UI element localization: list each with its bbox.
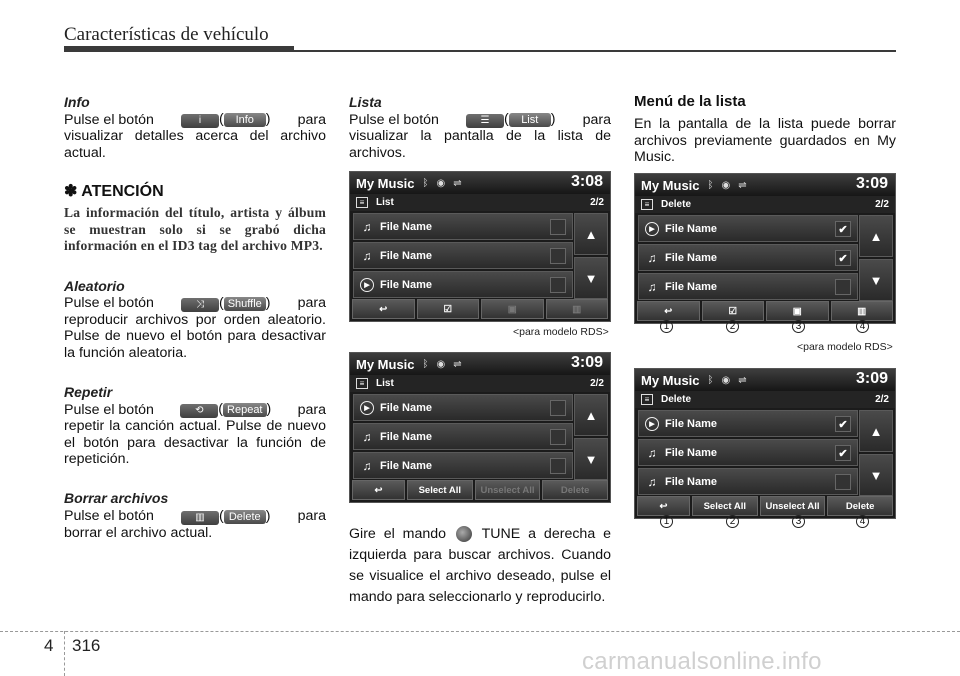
screen-subbar bbox=[350, 194, 610, 211]
delete-button-group: ▥ ( Delete ) bbox=[181, 508, 270, 525]
screen-titlebar bbox=[635, 369, 895, 391]
checkbox[interactable] bbox=[550, 248, 566, 264]
circle-icon: ◉ bbox=[721, 179, 731, 191]
select-all-button[interactable]: Select All bbox=[692, 496, 758, 516]
screen-time: 3:09 bbox=[855, 370, 888, 387]
music-note-icon: ♫ bbox=[362, 429, 372, 444]
shuffle-button-group: ⤨ ( Shuffle ) bbox=[181, 295, 271, 312]
list-post: para bbox=[582, 111, 611, 128]
shuffle-post: para bbox=[297, 295, 326, 312]
column-middle bbox=[349, 94, 611, 161]
file-name: File Name bbox=[380, 430, 432, 443]
heading-shuffle: Aleatorio bbox=[64, 277, 125, 294]
select-all-button[interactable]: Select All bbox=[407, 480, 473, 500]
checkbox[interactable] bbox=[550, 219, 566, 235]
file-name: File Name bbox=[380, 278, 432, 291]
section-shuffle bbox=[64, 278, 326, 361]
circle-icon: ◉ bbox=[436, 177, 446, 189]
heading-info: Info bbox=[64, 94, 90, 110]
scroll-up-button[interactable]: ▲ bbox=[574, 213, 608, 255]
check-icon[interactable]: ☑ bbox=[417, 299, 480, 319]
warning-text: La información del título, artista y álbum se muestran solo si se grabó dicha información en el ID3 tag del archivo MP3. bbox=[64, 205, 326, 254]
list-item[interactable] bbox=[638, 244, 858, 271]
shuffle-line bbox=[64, 295, 326, 312]
play-icon: ▶ bbox=[645, 222, 659, 236]
copy-icon[interactable]: ▣ bbox=[766, 301, 829, 321]
marker-3: 3 bbox=[792, 320, 805, 333]
screen-sub-label: List bbox=[376, 197, 394, 208]
delete-line bbox=[64, 508, 326, 525]
footer-section: 4 bbox=[44, 636, 54, 655]
scroll-down-button[interactable]: ▼ bbox=[574, 438, 608, 480]
list-icon: ≡ bbox=[641, 394, 653, 405]
circle-icon: ◉ bbox=[436, 358, 446, 370]
list-item[interactable] bbox=[638, 468, 858, 495]
watermark: carmanualsonline.info bbox=[582, 648, 822, 675]
scroll-down-button[interactable]: ▼ bbox=[859, 259, 893, 301]
screen-title: My Music bbox=[641, 177, 700, 193]
section-delete bbox=[64, 490, 326, 541]
caption-rds-1: <para modelo RDS> bbox=[513, 326, 609, 338]
tune-text-pre: Gire el mando bbox=[349, 526, 447, 542]
list-menu-text: En la pantalla de la lista puede borrar archivos previamente guardados en My Music. bbox=[634, 116, 896, 165]
section-repeat bbox=[64, 384, 326, 467]
file-name: File Name bbox=[380, 249, 432, 262]
music-note-icon: ♫ bbox=[647, 474, 657, 489]
repeat-button-group: ⟲ ( Repeat ) bbox=[180, 401, 271, 418]
screen-page: 2/2 bbox=[875, 199, 889, 210]
play-icon: ▶ bbox=[645, 417, 659, 431]
list-item[interactable] bbox=[638, 215, 858, 242]
header-bar bbox=[64, 46, 294, 52]
usb-icon: ⇌ bbox=[738, 179, 747, 191]
checkbox[interactable] bbox=[550, 277, 566, 293]
screen-page: 2/2 bbox=[590, 378, 604, 389]
file-name: File Name bbox=[665, 222, 717, 235]
screen-title: My Music bbox=[356, 356, 415, 372]
trash-icon[interactable]: ▥ bbox=[831, 301, 894, 321]
file-name: File Name bbox=[380, 220, 432, 233]
section-info bbox=[64, 94, 326, 161]
delete-text: borrar el archivo actual. bbox=[64, 524, 213, 541]
play-icon: ▶ bbox=[360, 401, 374, 415]
music-note-icon: ♫ bbox=[647, 250, 657, 265]
scroll-down-button[interactable]: ▼ bbox=[859, 454, 893, 496]
screen-bottom-bar bbox=[350, 478, 610, 502]
checkbox[interactable] bbox=[550, 458, 566, 474]
check-icon[interactable]: ☑ bbox=[702, 301, 765, 321]
circle-icon: ◉ bbox=[721, 374, 731, 386]
list-button: List bbox=[509, 113, 551, 127]
marker-2: 2 bbox=[726, 515, 739, 528]
screen-subbar bbox=[635, 391, 895, 408]
usb-icon: ⇌ bbox=[453, 177, 462, 189]
music-note-icon: ♫ bbox=[647, 445, 657, 460]
screen-body bbox=[350, 211, 610, 297]
bluetooth-icon: ᛒ bbox=[422, 177, 429, 189]
page-header-title: Características de vehículo bbox=[64, 24, 269, 45]
list-text: visualizar la pantalla de la lista de archivos. bbox=[349, 128, 611, 161]
list-icon: ≡ bbox=[356, 197, 368, 208]
info-pre: Pulse el botón bbox=[64, 111, 154, 128]
checkbox-checked[interactable]: ✔ bbox=[835, 416, 851, 432]
info-button-group: i ( Info ) bbox=[181, 111, 270, 128]
screen-title: My Music bbox=[356, 175, 415, 191]
checkbox[interactable] bbox=[835, 279, 851, 295]
screen-time: 3:09 bbox=[855, 175, 888, 192]
list-item[interactable] bbox=[638, 410, 858, 437]
file-name: File Name bbox=[665, 251, 717, 264]
warning-title: ✽ ATENCIÓN bbox=[64, 183, 164, 201]
screen-bottom-bar bbox=[635, 494, 895, 518]
bluetooth-icon: ᛒ bbox=[707, 374, 714, 386]
heading-repeat: Repetir bbox=[64, 383, 113, 400]
marker-1: 1 bbox=[660, 515, 673, 528]
unselect-all-button[interactable]: Unselect All bbox=[760, 496, 826, 516]
back-icon[interactable]: ↩ bbox=[637, 496, 690, 516]
file-name: File Name bbox=[665, 417, 717, 430]
tune-paragraph bbox=[349, 524, 611, 608]
delete-button: Delete bbox=[224, 510, 266, 524]
screen-subbar bbox=[635, 196, 895, 213]
header-rule bbox=[294, 50, 896, 52]
list-item[interactable] bbox=[353, 271, 573, 298]
marker-4: 4 bbox=[856, 320, 869, 333]
marker-1: 1 bbox=[660, 320, 673, 333]
back-icon[interactable]: ↩ bbox=[352, 480, 405, 500]
screen-delete-2 bbox=[634, 368, 896, 519]
list-item[interactable] bbox=[353, 452, 573, 479]
screen-list-2 bbox=[349, 352, 611, 503]
checkbox[interactable] bbox=[550, 429, 566, 445]
list-icon: ≡ bbox=[641, 199, 653, 210]
music-note-icon: ♫ bbox=[362, 219, 372, 234]
usb-icon: ⇌ bbox=[453, 358, 462, 370]
info-post: para bbox=[297, 111, 326, 128]
checkbox-checked[interactable]: ✔ bbox=[835, 250, 851, 266]
column-left bbox=[64, 94, 326, 541]
file-name: File Name bbox=[380, 401, 432, 414]
footer-rule bbox=[0, 631, 960, 632]
screen-sub-label: Delete bbox=[661, 394, 692, 405]
list-line bbox=[349, 111, 611, 128]
copy-icon[interactable]: ▣ bbox=[481, 299, 544, 319]
shuffle-icon: ⤨ bbox=[181, 298, 219, 312]
checkbox-checked[interactable]: ✔ bbox=[835, 445, 851, 461]
footer-page-number: 316 bbox=[72, 636, 101, 655]
repeat-line bbox=[64, 401, 326, 418]
delete-post: para bbox=[297, 507, 326, 524]
screen-page: 2/2 bbox=[875, 394, 889, 405]
info-line bbox=[64, 111, 326, 128]
back-icon[interactable]: ↩ bbox=[352, 299, 415, 319]
screen-subbar bbox=[350, 375, 610, 392]
repeat-text: repetir la canción actual. Pulse de nuevo el botón para desactivar la función de repetición. bbox=[64, 418, 326, 467]
trash-icon: ▥ bbox=[181, 511, 219, 525]
back-icon[interactable]: ↩ bbox=[637, 301, 700, 321]
screen-titlebar bbox=[350, 353, 610, 375]
shuffle-pre: Pulse el botón bbox=[64, 295, 154, 312]
repeat-icon: ⟲ bbox=[180, 404, 218, 418]
shuffle-button: Shuffle bbox=[224, 297, 266, 311]
column-right bbox=[634, 94, 896, 165]
screen-body bbox=[350, 392, 610, 478]
shuffle-text: reproducir archivos por orden aleatorio. Pulse de nuevo el botón para desactivar la función aleatoria. bbox=[64, 311, 326, 361]
music-note-icon: ♫ bbox=[647, 279, 657, 294]
info-button: Info bbox=[224, 113, 266, 127]
marker-3: 3 bbox=[792, 515, 805, 528]
file-name: File Name bbox=[665, 475, 717, 488]
scroll-up-button[interactable]: ▲ bbox=[859, 410, 893, 452]
trash-icon[interactable]: ▥ bbox=[546, 299, 609, 319]
music-note-icon: ♫ bbox=[362, 248, 372, 263]
scroll-up-button[interactable]: ▲ bbox=[859, 215, 893, 257]
list-button-group: ☰ ( List ) bbox=[466, 111, 555, 128]
checkbox[interactable] bbox=[550, 400, 566, 416]
screen-titlebar bbox=[350, 172, 610, 194]
tune-text-post: TUNE a derecha e izquierda para buscar archivos. Cuando se visualice el archivo deseado, pulse el mando para seleccionarlo y reproducirlo. bbox=[349, 526, 611, 605]
screen-time: 3:09 bbox=[570, 354, 603, 371]
marker-4: 4 bbox=[856, 515, 869, 528]
file-name: File Name bbox=[665, 446, 717, 459]
screen-delete-1 bbox=[634, 173, 896, 324]
screen-page: 2/2 bbox=[590, 197, 604, 208]
heading-list-menu: Menú de la lista bbox=[634, 93, 746, 110]
info-text: visualizar detalles acerca del archivo actual. bbox=[64, 128, 326, 161]
list-icon: ≡ bbox=[356, 378, 368, 389]
usb-icon: ⇌ bbox=[738, 374, 747, 386]
screen-bottom-bar bbox=[350, 297, 610, 321]
scroll-up-button[interactable]: ▲ bbox=[574, 394, 608, 436]
list-item[interactable] bbox=[353, 213, 573, 240]
file-name: File Name bbox=[665, 280, 717, 293]
heading-delete: Borrar archivos bbox=[64, 490, 169, 507]
list-item[interactable] bbox=[638, 273, 858, 300]
caption-rds-2: <para modelo RDS> bbox=[797, 341, 893, 353]
screen-title: My Music bbox=[641, 372, 700, 388]
screen-titlebar bbox=[635, 174, 895, 196]
repeat-pre: Pulse el botón bbox=[64, 401, 154, 418]
music-note-icon: ♫ bbox=[362, 458, 372, 473]
footer-divider bbox=[64, 631, 65, 676]
screen-sub-label: List bbox=[376, 378, 394, 389]
checkbox-checked[interactable]: ✔ bbox=[835, 221, 851, 237]
delete-button[interactable]: Delete bbox=[827, 496, 893, 516]
screen-body bbox=[635, 213, 895, 299]
bluetooth-icon: ᛒ bbox=[707, 179, 714, 191]
list-item[interactable] bbox=[353, 394, 573, 421]
screen-time: 3:08 bbox=[570, 173, 603, 190]
screen-list-1 bbox=[349, 171, 611, 322]
unselect-all-button[interactable]: Unselect All bbox=[475, 480, 541, 500]
delete-button[interactable]: Delete bbox=[542, 480, 608, 500]
play-icon: ▶ bbox=[360, 278, 374, 292]
repeat-post: para bbox=[297, 401, 326, 418]
info-icon: i bbox=[181, 114, 219, 128]
screen-body bbox=[635, 408, 895, 494]
list-item[interactable] bbox=[353, 242, 573, 269]
repeat-button: Repeat bbox=[223, 403, 266, 417]
checkbox[interactable] bbox=[835, 474, 851, 490]
scroll-down-button[interactable]: ▼ bbox=[574, 257, 608, 299]
tune-knob-icon bbox=[456, 526, 472, 542]
delete-pre: Pulse el botón bbox=[64, 507, 154, 524]
screen-bottom-bar bbox=[635, 299, 895, 323]
file-name: File Name bbox=[380, 459, 432, 472]
list-icon: ☰ bbox=[466, 114, 504, 128]
screen-sub-label: Delete bbox=[661, 199, 692, 210]
list-item[interactable] bbox=[353, 423, 573, 450]
bluetooth-icon: ᛒ bbox=[422, 358, 429, 370]
list-item[interactable] bbox=[638, 439, 858, 466]
heading-list: Lista bbox=[349, 94, 382, 110]
list-pre: Pulse el botón bbox=[349, 111, 439, 128]
marker-2: 2 bbox=[726, 320, 739, 333]
